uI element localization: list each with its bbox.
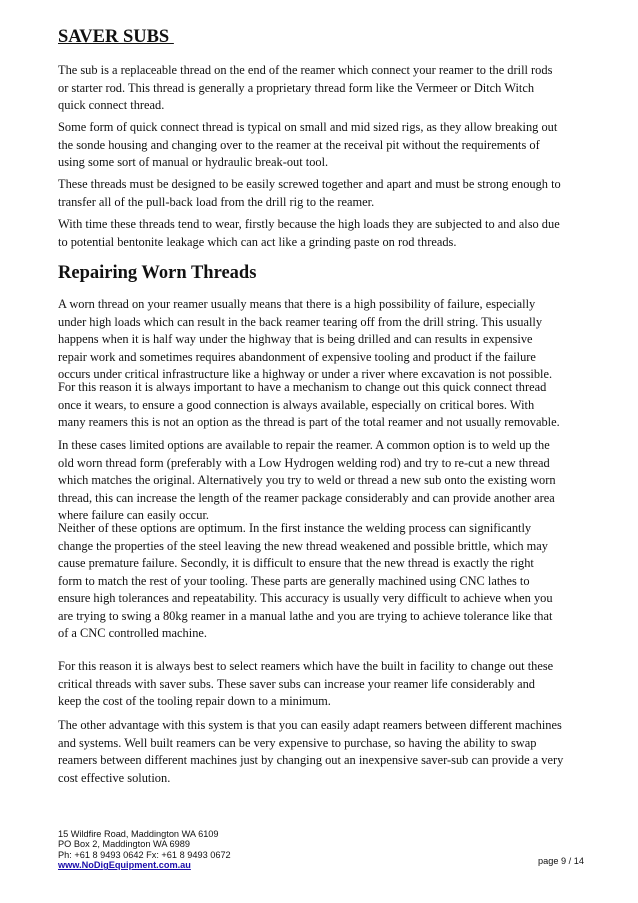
- footer-address: [58, 829, 231, 871]
- paragraph: [58, 379, 588, 432]
- text-line: are trying to swing a 80kg reamer in a manual lathe and you are trying to achieve tolerance like that: [58, 608, 553, 623]
- paragraph: [58, 658, 588, 711]
- text-line: under high loads which can result in the back reamer tearing off from the drill string. This usually: [58, 314, 543, 329]
- text-line: many reamers this is not an option as the thread is part of the total reamer and not usually removable.: [58, 415, 560, 429]
- text-line: With time these threads tend to wear, firstly because the high loads they are subjected to and also due: [58, 217, 560, 231]
- text-line: where failure can easily occur.: [58, 508, 210, 522]
- text-line: occurs under critical infrastructure like a highway or under a river where excavation is not possible.: [58, 367, 553, 381]
- text-line: In these cases limited options are available to repair the reamer. A common option is to weld up the: [58, 438, 550, 452]
- footer-address-line2: PO Box 2, Maddington WA 6989: [58, 839, 190, 850]
- paragraph: [58, 176, 588, 211]
- text-line: which matches the original. Alternatively you try to weld or thread a new sub onto the existing worn: [58, 473, 556, 487]
- text-line: happens when it is half way under the highway that is being drilled and can results in expensive: [58, 332, 533, 346]
- paragraph: [58, 520, 588, 643]
- text-line: cost effective solution.: [58, 770, 171, 785]
- text-line: thread, this can increase the length of the reamer package considerably and can provide another area: [58, 490, 555, 505]
- text-line: the sonde housing and changing over to the reamer at the receival pit without the requirements of: [58, 137, 540, 152]
- paragraph: [58, 62, 588, 115]
- text-line: of a CNC controlled machine.: [58, 626, 207, 640]
- text-line: once it wears, to ensure a good connection is always available, especially on critical bores. With: [58, 397, 535, 412]
- footer-website-link[interactable]: www.NoDigEquipment.com.au: [58, 860, 191, 871]
- text-line: transfer all of the pull-back load from the drill rig to the reamer.: [58, 194, 375, 209]
- footer-address-line1: 15 Wildfire Road, Maddington WA 6109: [58, 829, 219, 839]
- paragraph: [58, 119, 588, 172]
- text-line: ensure high tolerances and repeatability. This accuracy is usually very difficult to achieve when you: [58, 591, 553, 605]
- text-line: critical threads with saver subs. These saver subs can increase your reamer life considerably and: [58, 676, 535, 691]
- text-line: For this reason it is always important to have a mechanism to change out this quick connect thread: [58, 380, 547, 394]
- text-line: A worn thread on your reamer usually means that there is a high possibility of failure, especially: [58, 297, 536, 311]
- text-line: These threads must be designed to be easily screwed together and apart and must be strong enough to: [58, 177, 561, 191]
- paragraph: [58, 216, 588, 251]
- text-line: Neither of these options are optimum. In the first instance the welding process can significantly: [58, 521, 532, 535]
- text-line: to potential bentonite leakage which can act like a grinding paste on rod threads.: [58, 234, 457, 249]
- paragraph: [58, 437, 588, 525]
- text-line: reamers between different machines just by changing out an inexpensive saver-sub can provide a very: [58, 753, 564, 767]
- page-number: page 9 / 14: [538, 856, 584, 866]
- text-line: old worn thread form (preferably with a Low Hydrogen welding rod) and try to re-cut a new thread: [58, 455, 550, 470]
- heading-saver-subs: SAVER SUBS: [58, 27, 174, 47]
- heading-repairing-worn-threads: Repairing Worn Threads: [58, 263, 257, 283]
- text-line: form to match the rest of your tooling. These parts are generally machined using CNC lathes to: [58, 573, 530, 588]
- paragraph: [58, 296, 588, 384]
- text-line: cause premature failure. Secondly, it is difficult to ensure that the new thread is exactly the right: [58, 556, 534, 570]
- text-line: using some sort of manual or hydraulic break-out tool.: [58, 155, 329, 169]
- text-line: Some form of quick connect thread is typical on small and mid sized rigs, as they allow breaking out: [58, 120, 558, 134]
- text-line: quick connect thread.: [58, 98, 165, 112]
- text-line: and systems. Well built reamers can be very expensive to purchase, so having the ability to swap: [58, 735, 537, 750]
- text-line: For this reason it is always best to select reamers which have the built in facility to change out these: [58, 659, 554, 673]
- text-line: The sub is a replaceable thread on the end of the reamer which connect your reamer to the drill rods: [58, 63, 553, 77]
- text-line: change the properties of the steel leaving the new thread weakened and possible brittle, which may: [58, 538, 548, 553]
- text-line: repair work and sometimes requires abandonment of expensive tooling and product if the failure: [58, 349, 536, 364]
- text-line: The other advantage with this system is that you can easily adapt reamers between different machines: [58, 718, 562, 732]
- paragraph: [58, 717, 588, 787]
- text-line: keep the cost of the tooling repair down to a minimum.: [58, 694, 331, 708]
- text-line: or starter rod. This thread is generally a proprietary thread form like the Vermeer or Ditch Witch: [58, 80, 535, 95]
- footer-phone: Ph: +61 8 9493 0642 Fx: +61 8 9493 0672: [58, 849, 231, 860]
